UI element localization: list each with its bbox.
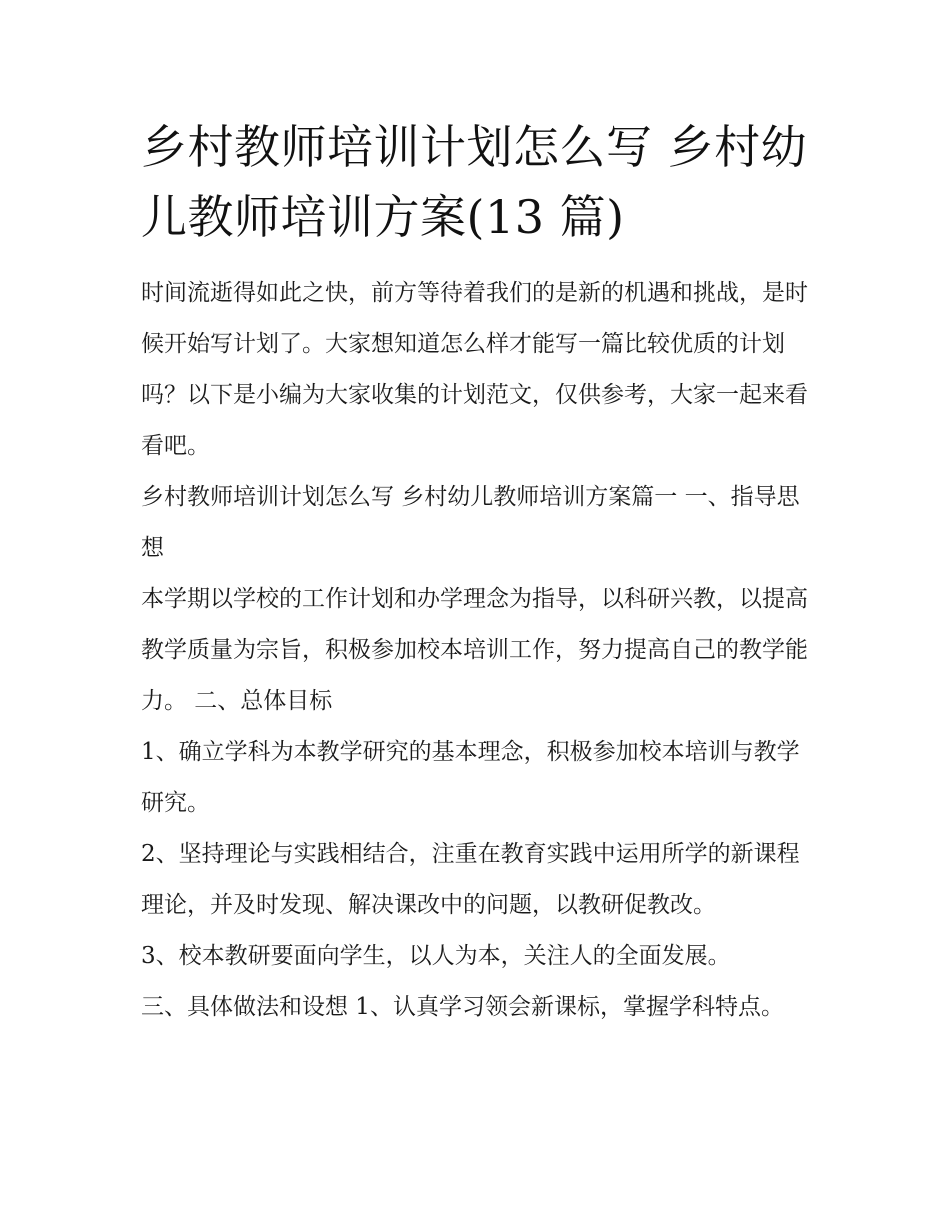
paragraph-method-1: 三、具体做法和设想 1、认真学习领会新课标，掌握学科特点。 (141, 994, 784, 1020)
paragraph-goal-3: 3、校本教研要面向学生，以人为本，关注人的全面发展。 (141, 943, 731, 969)
document-title: 乡村教师培训计划怎么写 乡村幼儿教师培训方案(13 篇) (141, 120, 808, 244)
paragraph-goal-1: 1、确立学科为本教学研究的基本理念，积极参加校本培训与教学研究。 (141, 739, 800, 816)
paragraph-goal-2: 2、坚持理论与实践相结合，注重在教育实践中运用所学的新课程理论，并及时发现、解决课改中的问题，以教研促教改。 (141, 841, 800, 918)
document-body (141, 268, 821, 1033)
paragraph-intro: 时间流逝得如此之快，前方等待着我们的是新的机遇和挑战，是时候开始写计划了。大家想知道怎么样才能写一篇比较优质的计划吗？以下是小编为大家收集的计划范文，仅供参考，大家一起来看看吧。 (141, 280, 808, 459)
document-content (141, 112, 821, 1033)
paragraph-guiding-thought: 本学期以学校的工作计划和办学理念为指导，以科研兴教，以提高教学质量为宗旨，积极参加校本培训工作，努力提高自己的教学能力。 二、总体目标 (141, 586, 808, 714)
paragraph-section-heading: 乡村教师培训计划怎么写 乡村幼儿教师培训方案篇一 一、指导思想 (141, 484, 800, 561)
